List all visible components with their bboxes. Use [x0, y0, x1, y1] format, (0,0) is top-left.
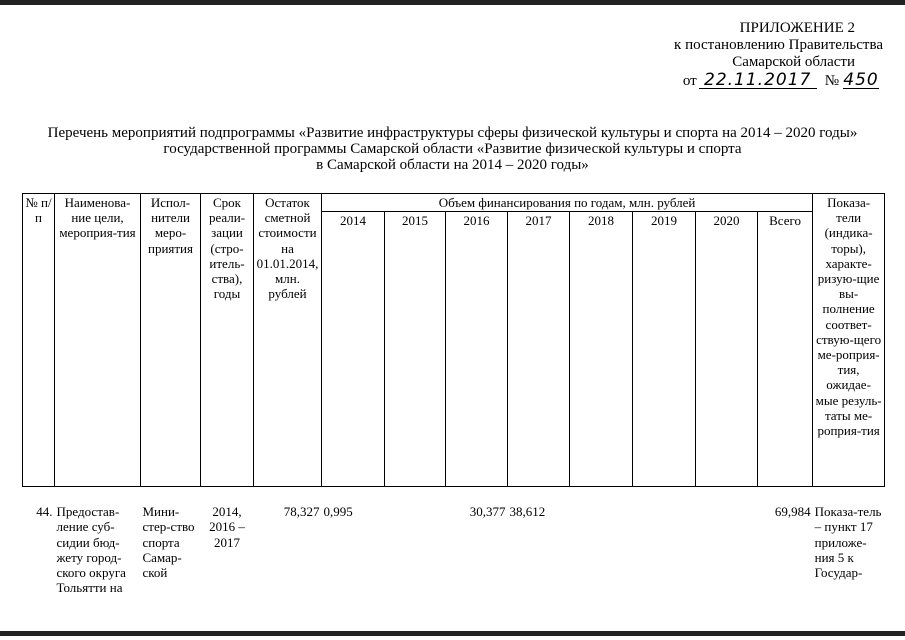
spacer-cell — [23, 487, 885, 502]
top-border-rule — [0, 0, 905, 5]
row-executors: Мини-стер-ство спорта Самар-ской — [142, 504, 195, 581]
measures-table — [22, 193, 885, 596]
header-name: Наименова-ние цели, мероприя-тия — [55, 194, 141, 487]
header-year-2020: 2020 — [696, 212, 758, 487]
row-value-2015 — [385, 501, 446, 596]
handwritten-number: 450 — [843, 70, 879, 90]
row-balance: 78,327 — [283, 504, 320, 520]
header-year-2019: 2019 — [633, 212, 696, 487]
appendix-line2: к постановлению Правительства — [674, 37, 883, 53]
header-funding-group: Объем финансирования по годам, млн. рублей — [322, 194, 813, 212]
appendix-line3: Самарской области — [732, 54, 855, 70]
row-value-2017: 38,612 — [509, 504, 546, 520]
header-balance: Остаток сметной стоимости на 01.01.2014, млн. рублей — [254, 194, 322, 487]
header-year-2015: 2015 — [385, 212, 446, 487]
title-line1: Перечень мероприятий подпрограммы «Развитие инфраструктуры сферы физической культуры и спорта на 2014 – 2020 годы» — [47, 125, 858, 141]
date-prefix: от — [682, 73, 697, 89]
row-value-2019 — [633, 501, 696, 596]
spacer-row — [23, 487, 885, 502]
header-year-2018: 2018 — [570, 212, 633, 487]
handwritten-date: 22.11.2017 — [699, 72, 817, 89]
appendix-block — [623, 20, 883, 90]
header-num: № п/п — [23, 194, 55, 487]
header-year-2017: 2017 — [508, 212, 570, 487]
table-row — [23, 501, 885, 596]
header-year-2014: 2014 — [322, 212, 385, 487]
header-row — [23, 194, 885, 212]
appendix-date-line — [623, 72, 883, 90]
number-prefix: № — [824, 73, 839, 89]
row-value-2018 — [570, 501, 633, 596]
header-total: Всего — [758, 212, 813, 487]
header-indicators: Показа-тели (индика-торы), характе-ризую-щие вы-полнение соответ-ствую-щего ме-роприя-тия, ожидае-мые резуль-таты ме-роприя-тия — [813, 194, 885, 487]
header-year-2016: 2016 — [446, 212, 508, 487]
row-value-2014: 0,995 — [323, 504, 353, 520]
header-executors: Испол-нители меро-приятия — [141, 194, 201, 487]
row-num: 44. — [36, 504, 53, 520]
row-name: Предостав-ление суб-сидии бюд-жету город-ского округа Тольятти на — [56, 504, 126, 596]
title-line3: в Самарской области на 2014 – 2020 годы» — [316, 157, 589, 173]
bottom-border-rule — [0, 631, 905, 636]
row-term: 2014, 2016 – 2017 — [209, 504, 245, 550]
header-term: Срок реали-зации (стро-итель-ства), годы — [201, 194, 254, 487]
row-value-2020 — [696, 501, 758, 596]
document-title — [0, 125, 905, 173]
row-indicators: Показа-тель – пункт 17 приложе-ния 5 к Государ- — [814, 504, 882, 581]
title-line2: государственной программы Самарской области «Развитие физической культуры и спорта — [163, 141, 742, 157]
appendix-heading: ПРИЛОЖЕНИЕ 2 — [739, 20, 855, 36]
row-value-2016: 30,377 — [469, 504, 506, 520]
row-value-total: 69,984 — [774, 504, 811, 520]
